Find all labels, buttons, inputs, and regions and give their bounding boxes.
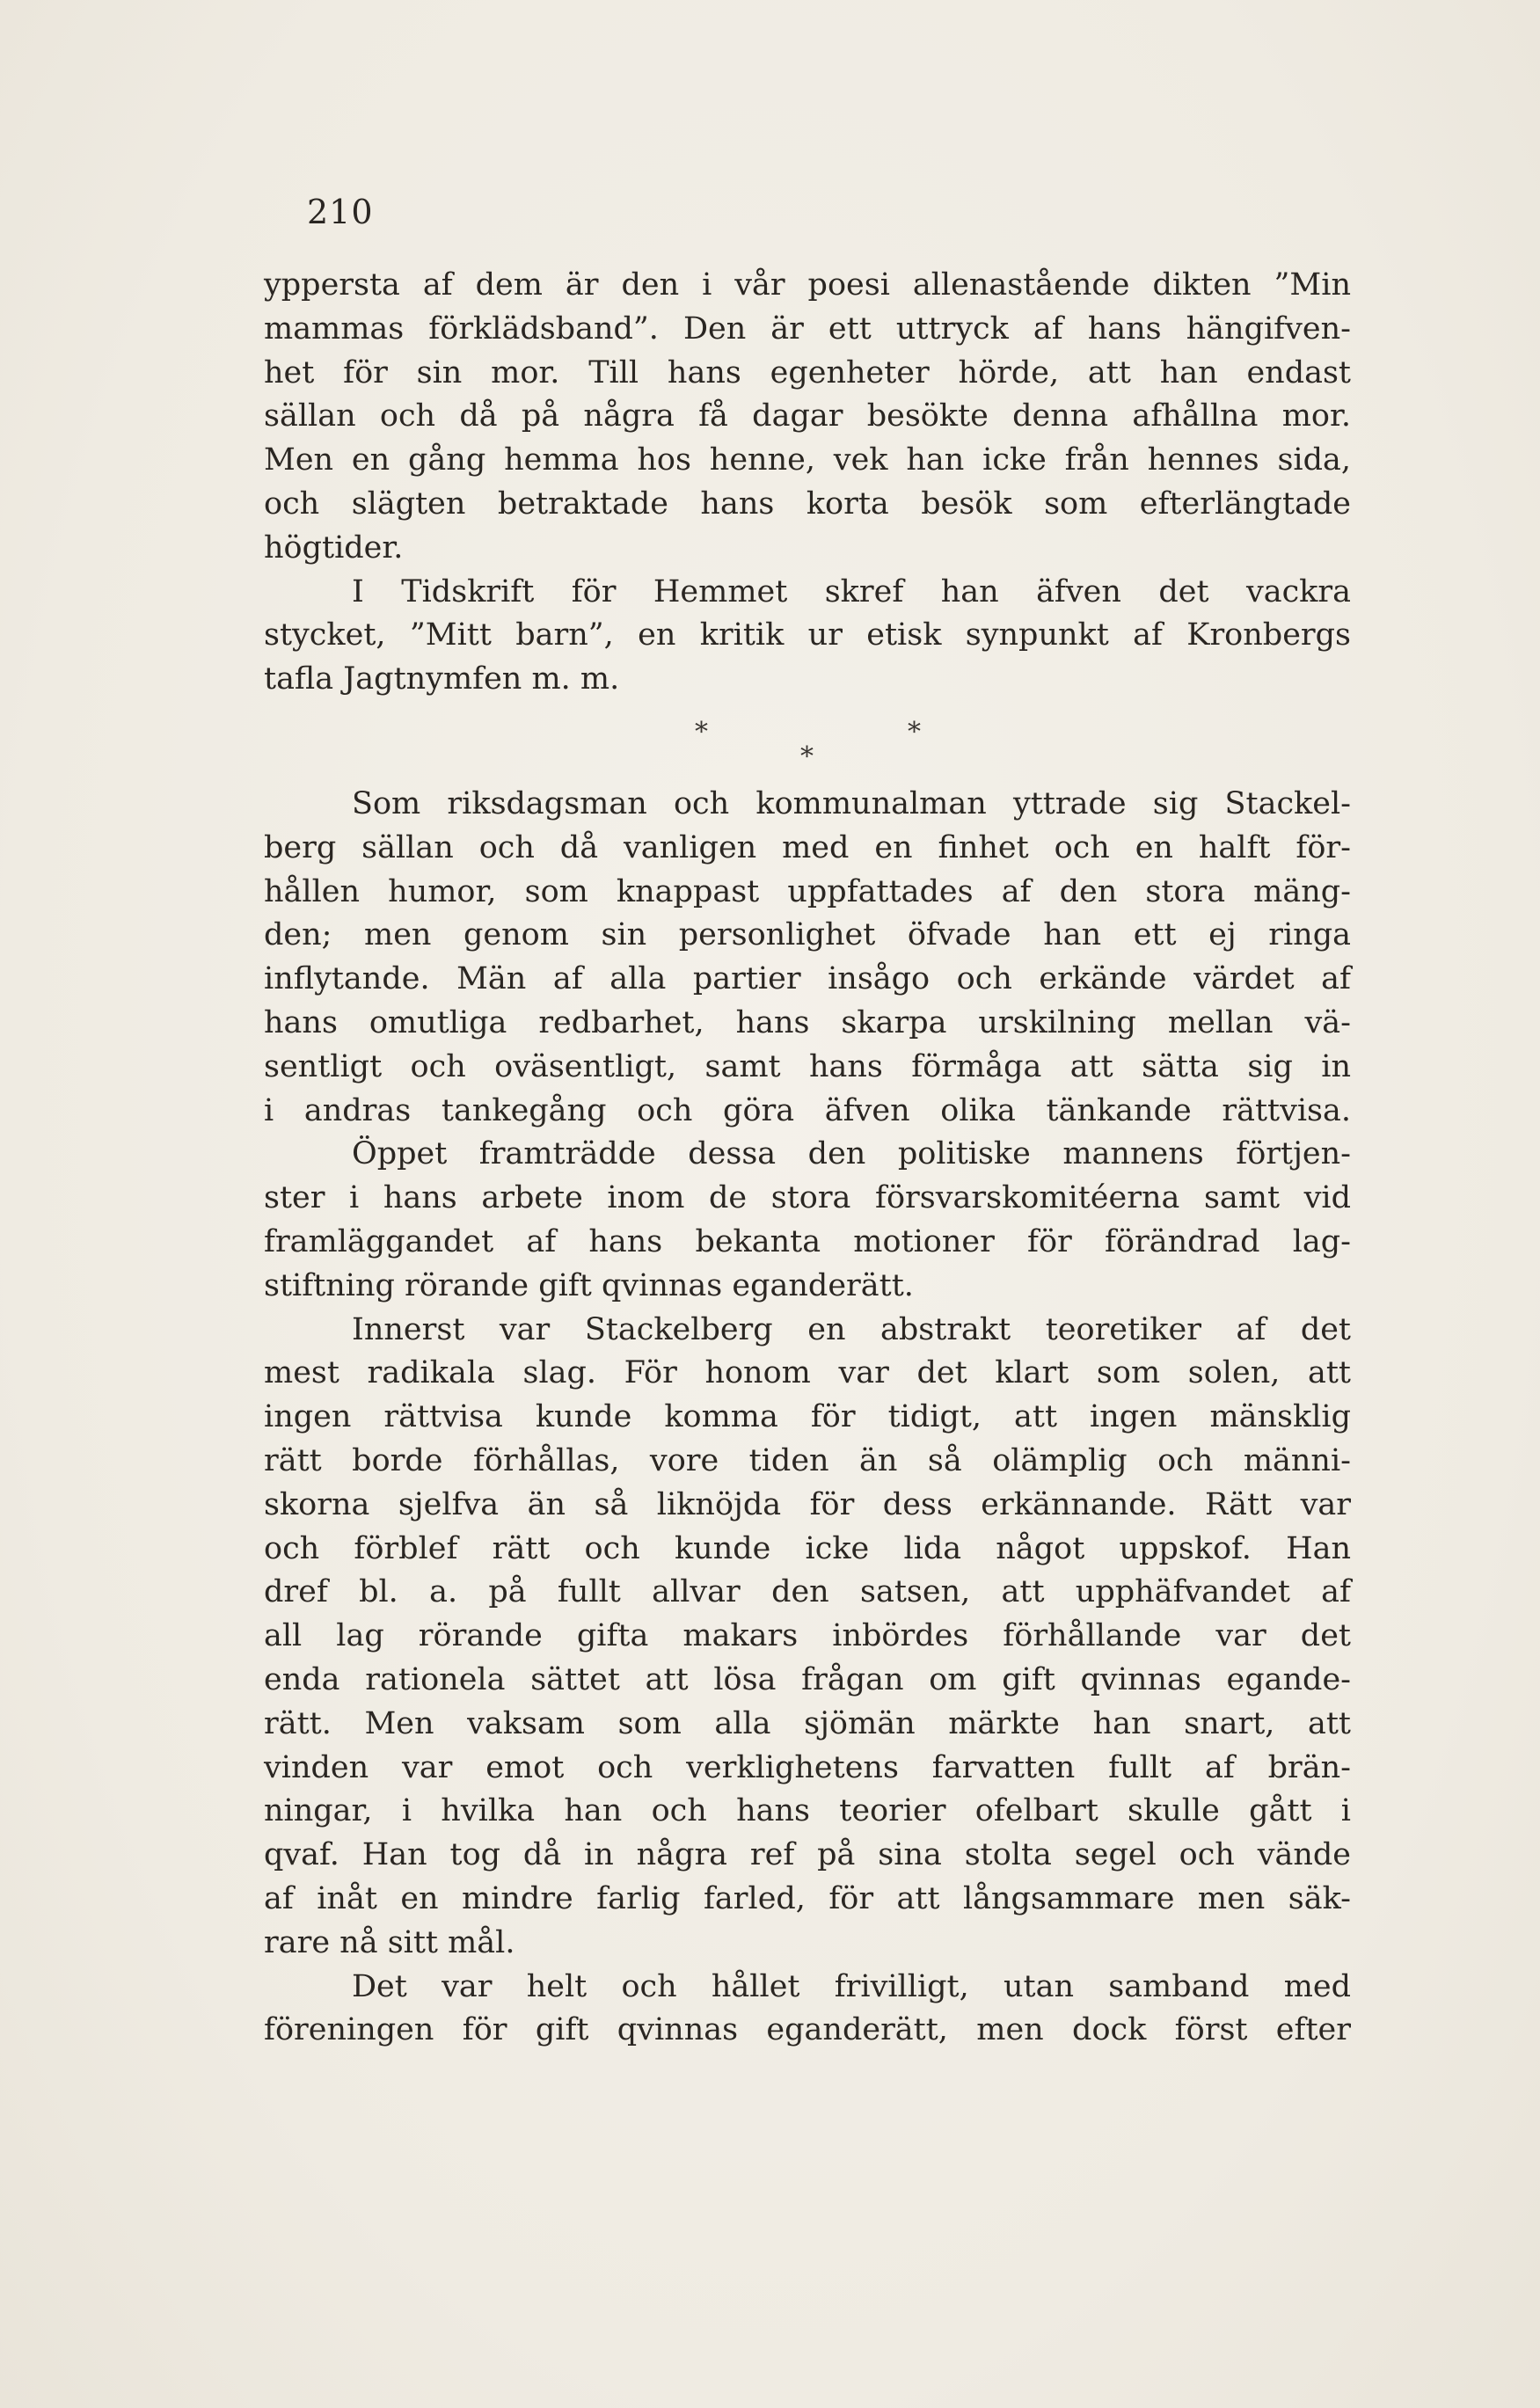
text-line: mest radikala slag. För honom var det klart som solen, att: [264, 1355, 1351, 1391]
text-line: het för sin mor. Till hans egenheter hörde, att han endast: [264, 354, 1351, 390]
text-line: sällan och då på några få dagar besökte denna afhållna mor.: [264, 398, 1351, 434]
text-line: rätt. Men vaksam som alla sjömän märkte han snart, att: [264, 1705, 1351, 1741]
text-line: dref bl. a. på fullt allvar den satsen, att upphäfvandet af: [264, 1574, 1351, 1610]
text-line: Innerst var Stackelberg en abstrakt teoretiker af det: [352, 1311, 1351, 1347]
text-line: vinden var emot och verklighetens farvatten fullt af brän-: [264, 1749, 1351, 1785]
text-line: tafla Jagtnymfen m. m.: [264, 661, 620, 697]
text-line: Det var helt och hållet frivilligt, utan samband med: [352, 1968, 1351, 2004]
section-separator: [668, 717, 932, 770]
text-block-lower: [264, 783, 1351, 2053]
text-line: föreningen för gift qvinnas eganderätt, men dock först efter: [264, 2012, 1351, 2048]
text-line: mammas förklädsband”. Den är ett uttryck af hans hängifven-: [264, 310, 1351, 347]
paragraph: [264, 264, 1351, 571]
asterisk: *: [695, 717, 708, 748]
text-line: rare nå sitt mål.: [264, 1924, 515, 1960]
text-line: berg sällan och då vanligen med en finhet och en halft för-: [264, 829, 1351, 865]
text-line: hans omutliga redbarhet, hans skarpa urskilning mellan vä-: [264, 1004, 1351, 1040]
text-line: högtider.: [264, 529, 404, 566]
text-line: den; men genom sin personlighet öfvade han ett ej ringa: [264, 917, 1351, 953]
text-line: ingen rättvisa kunde komma för tidigt, att ingen mänsklig: [264, 1399, 1351, 1435]
text-line: all lag rörande gifta makars inbördes förhållande var det: [264, 1618, 1351, 1654]
text-line: ster i hans arbete inom de stora försvarskomitéerna samt vid: [264, 1180, 1351, 1216]
text-line: i andras tankegång och göra äfven olika tänkande rättvisa.: [264, 1092, 1351, 1128]
text-line: stycket, ”Mitt barn”, en kritik ur etisk synpunkt af Kronbergs: [264, 617, 1351, 653]
asterisk: *: [800, 741, 814, 772]
page-number: 210: [307, 193, 374, 231]
paragraph: [264, 1309, 1351, 1966]
paragraph: [264, 571, 1351, 702]
text-line: stiftning rörande gift qvinnas eganderätt.: [264, 1267, 914, 1303]
text-line: qvaf. Han tog då in några ref på sina stolta segel och vände: [264, 1837, 1351, 1873]
text-line: ningar, i hvilka han och hans teorier ofelbart skulle gått i: [264, 1793, 1351, 1829]
text-line: och slägten betraktade hans korta besök som efterlängtade: [264, 485, 1351, 522]
paragraph: [264, 783, 1351, 1133]
text-line: Men en gång hemma hos henne, vek han icke från hennes sida,: [264, 442, 1351, 478]
text-line: yppersta af dem är den i vår poesi allenastående dikten ”Min: [264, 267, 1351, 303]
text-line: sentligt och oväsentligt, samt hans förmåga att sätta sig in: [264, 1048, 1351, 1084]
text-line: framläggandet af hans bekanta motioner för förändrad lag-: [264, 1223, 1351, 1259]
text-line: inflytande. Män af alla partier insågo och erkände värdet af: [264, 961, 1351, 997]
paragraph: [264, 1133, 1351, 1308]
text-line: Öppet framträdde dessa den politiske mannens förtjen-: [352, 1136, 1351, 1172]
text-line: och förblef rätt och kunde icke lida något uppskof. Han: [264, 1530, 1351, 1566]
asterisk: *: [908, 717, 921, 748]
paragraph: [264, 1966, 1351, 2054]
text-line: hållen humor, som knappast uppfattades af den stora mäng-: [264, 873, 1351, 909]
text-block-upper: [264, 264, 1351, 702]
text-line: I Tidskrift för Hemmet skref han äfven det vackra: [352, 573, 1351, 609]
text-line: af inåt en mindre farlig farled, för att långsammare men säk-: [264, 1880, 1351, 1916]
text-line: enda rationela sättet att lösa frågan om gift qvinnas egande-: [264, 1661, 1351, 1697]
text-line: skorna sjelfva än så liknöjda för dess erkännande. Rätt var: [264, 1486, 1351, 1522]
text-line: Som riksdagsman och kommunalman yttrade sig Stackel-: [352, 786, 1351, 821]
text-line: rätt borde förhållas, vore tiden än så olämplig och männi-: [264, 1442, 1351, 1478]
